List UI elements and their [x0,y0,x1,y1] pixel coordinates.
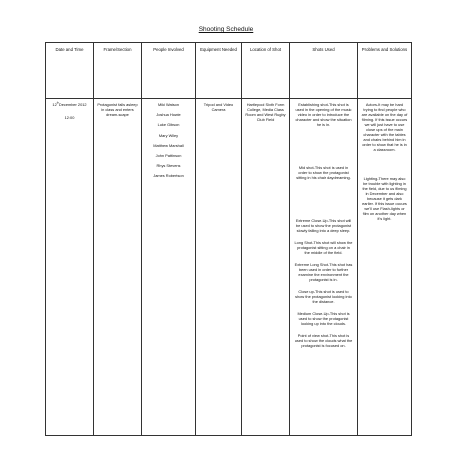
header-problems-solutions: Problems and Solutions [358,43,412,99]
cell-people-involved [142,99,196,436]
shot-description: Point of view shot-This shot is used to show the clouds what the protagonist is focused on. [294,333,353,348]
cell-frame-section [94,99,142,436]
shot-description: Extreme Close-Up-This shot will be used to show the protagonist slowly falling into a deep sleep. [295,218,352,233]
person-name: Rhys Stevens [156,163,181,169]
shot-description: Extreme Long Shot-This shot has been used in order to further examine the environment the protagonist is in. [294,262,353,282]
date-text: 12thDecember 2012 [52,101,87,107]
header-location-of-shot: Location of Shot [242,43,290,99]
time-text: 12:00 [64,115,75,120]
person-name: Luke Gibson [157,122,180,128]
shot-description: Long Shot-This shot will show the protagonist sitting on a chair in the middle of the field. [294,240,353,255]
cell-shots-used [290,99,358,436]
frame-text: Protagonist falls asleep in class and enters dream-scape [97,102,138,117]
person-name: John Pattinson [155,152,182,158]
document-title: Shooting Schedule [198,26,254,33]
shot-description: Medium Close-Up-This shot is used to show the protagonist looking up into the clouds. [297,311,350,326]
person-name: Miki Watson [157,102,180,107]
person-name: Joshua Howie [156,112,181,118]
person-name: James Robertson [153,173,184,179]
equipment-text: Tripod and Video Camera [203,102,234,112]
problem-solution-text: Lighting-There may also be trouble with lighting in the field, due to us filming in December and also because it gets dark earlier. If this issue occurs we'll use Flash-lights or film on another day when it's light. [362,176,407,221]
cell-problems-solutions [358,99,412,436]
cell-equipment-needed [196,99,242,436]
header-frame-section: Frame/Section [94,43,142,99]
table-row [46,99,412,436]
header-date-time: Date and Time [46,43,94,99]
cell-location-of-shot [242,99,290,436]
cell-date-time [46,99,94,436]
shooting-schedule-table [45,42,412,436]
shot-description: Mid shot-This shot is used in order to show the protagonist sitting in his chair daydreaming. [296,165,351,180]
table-header-row [46,43,412,99]
problem-solution-text: Actors-It may be hard trying to find people who are available on the day of filming. If this issue occurs we will just have to use close ups of the main character with the tables and chairs behind him in order to show that he is in a classroom. [361,102,408,152]
person-name: Mary Wiley [158,132,179,138]
shot-description: Establishing shot-This shot is used in the opening of the music video in order to introduce the character and show the situation he is in. [295,102,352,127]
header-people-involved: People Involved [142,43,196,99]
person-name: Matthew Marshall [153,142,184,148]
location-text: Hartlepool Sixth Form College, Media Class Room and West Rugby Club Field [245,102,286,122]
header-shots-used: Shots Used [290,43,358,99]
header-equipment-needed: Equipment Needed [196,43,242,99]
shot-description: Close up-This shot is used to show the protagonist looking into the distance. [295,289,352,304]
